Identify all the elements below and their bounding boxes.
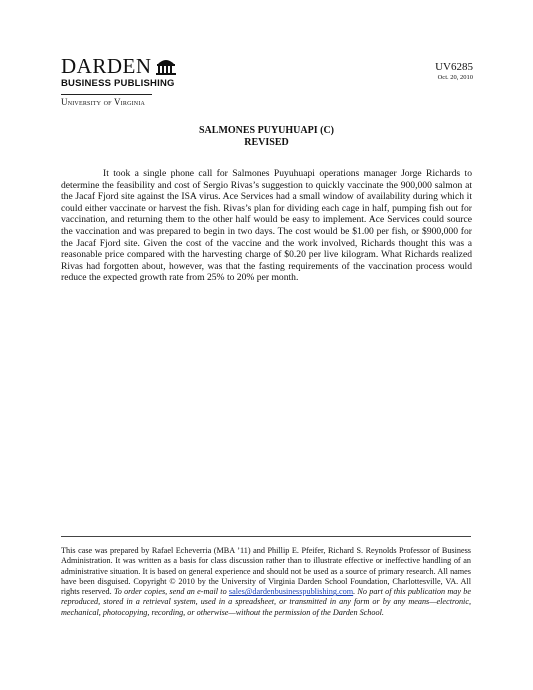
case-number: UV6285 [435,61,473,73]
darden-logo [61,56,221,108]
logo-divider [61,94,152,95]
title-line-2: REVISED [244,137,289,148]
title-line-1: SALMONES PUYUHUAPI (C) [199,125,334,136]
order-email-link[interactable]: sales@dardenbusinesspublishing.com [228,587,354,597]
body-paragraph: It took a single phone call for Salmones Puyuhuapi operations manager Jorge Richards to determine the feasibility and cost of Sergio Rivas’s suggestion to quickly vaccinate the 900,000 salmon at the Jacaf Fjord site against the ISA virus. Ace Services had a small window of availability during which it could either vaccinate or harvest the fish. Rivas’s plan for dividing each cage in half, pumping fish out for vaccination, and returning them to the other half would be easy to implement. Ace Services could source the vaccination and was prepared to begin in two days. The cost would be $1.00 per fish, or $900,000 for the Jacaf Fjord site. Given the cost of the vaccine and the work involved, Richards thought this was a reasonable price compared with the harvesting charge of $0.20 per live kilogram. What Richards realized Rivas had forgotten about, however, was that the fasting requirements of the vaccination process would reduce the expected growth rate from 25% to 20% per month. [61,168,472,284]
footer-note [61,546,471,618]
footer-copyright-text: This case was prepared by Rafael Echeverria (MBA ’11) and Phillip E. Pfeifer, Richard S. Reynolds Professor of Business Administration. It was written as a basis for class discussion rather than to illustrate effective or ineffective handling of an administrative situation. It is based on general experience and should not be used as a source of primary research. All names have been disguised. Copyright © 2010 by the University of Virginia Darden School Foundation, Charlottesville, VA. All rights reserved. [61,546,471,597]
case-date: Oct. 20, 2010 [437,74,473,81]
case-identifier [435,61,473,82]
logo-subtitle: BUSINESS PUBLISHING [61,78,175,89]
footer-permission-text: . No part of this publication may be reproduced, stored in a retrieval system, used in a spreadsheet, or transmitted in any form or by any means—electronic, mechanical, photocopying, recording, or otherwise—without the permission of the Darden School. [61,587,471,617]
document-title [0,125,533,149]
footer-divider [61,536,471,537]
logo-wordmark: DARDEN [61,54,152,78]
footer-order-text: To order copies, send an e-mail to [113,587,227,597]
logo-university: University of Virginia [61,97,146,107]
rotunda-icon [155,56,177,76]
